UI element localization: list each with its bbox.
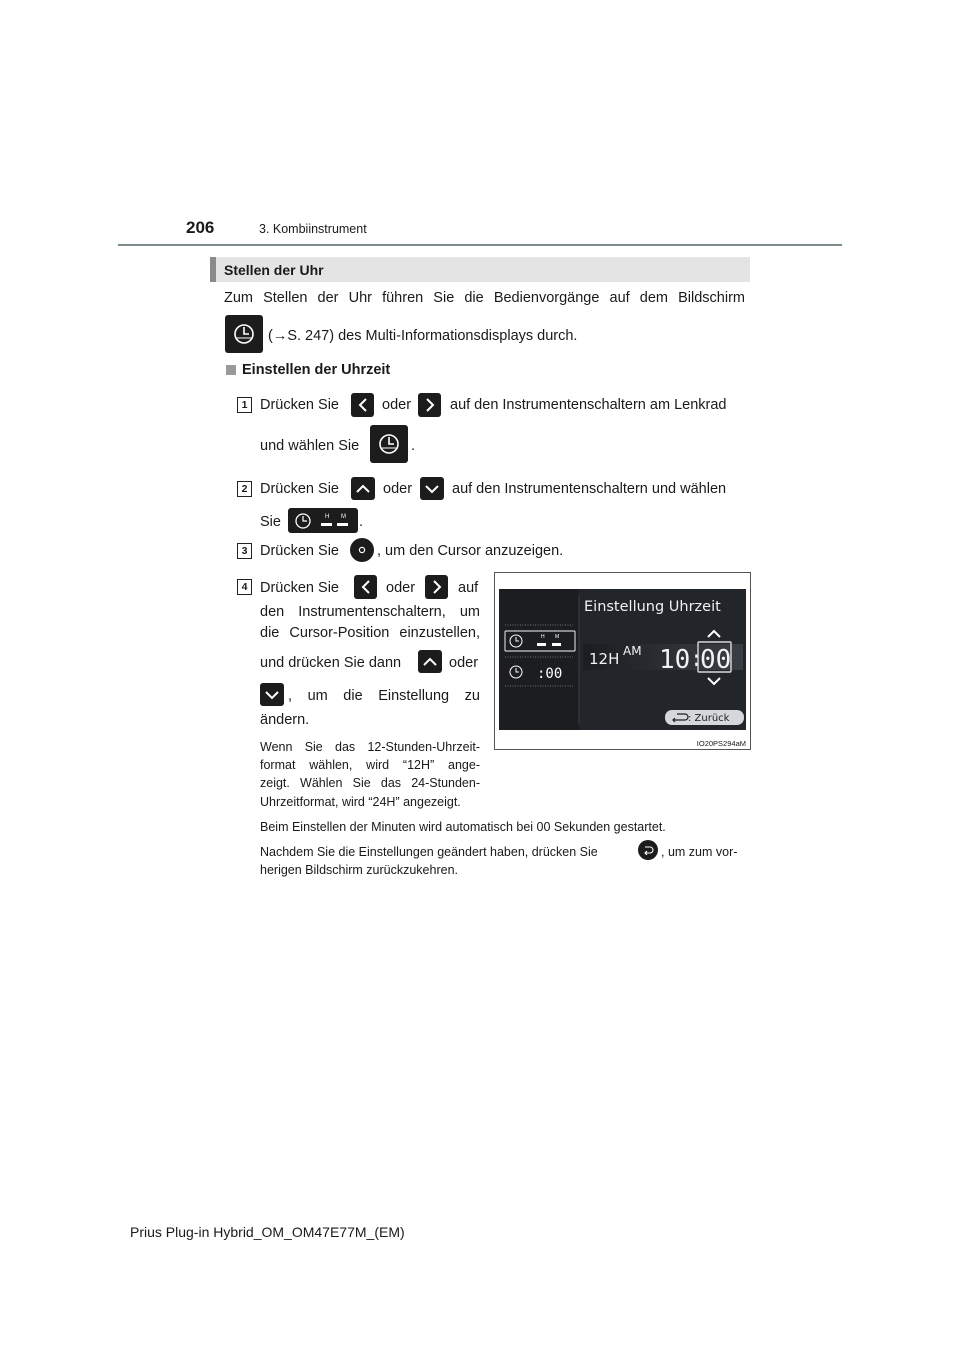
fig-colon: : — [690, 647, 704, 672]
m-label: M — [341, 513, 346, 520]
fig-minutes: 00 — [700, 645, 732, 675]
page-number: 206 — [186, 218, 215, 237]
fig-m-label: M — [555, 634, 560, 640]
fig-h-label: H — [541, 634, 545, 640]
fig-small-time: :00 — [537, 666, 563, 682]
minutes-note: Beim Einstellen der Minuten wird automatisch bei 00 Sekunden gestartet. — [260, 820, 666, 834]
fig-ampm: AM — [623, 644, 642, 658]
step4-text-d: den Instrumentenschaltern, um — [260, 604, 480, 620]
section-accent — [210, 257, 216, 282]
fig-format: 12H — [589, 650, 620, 668]
chevron-left-icon — [354, 575, 377, 599]
step-number-2: 2 — [237, 481, 252, 497]
note-line-2: format wählen, wird “12H” ange- — [260, 758, 480, 772]
step-number-3: 3 — [237, 543, 252, 559]
fig-screen-title: Einstellung Uhrzeit — [584, 599, 721, 615]
step2-text-c: auf den Instrumentenschaltern und wählen — [452, 481, 727, 497]
subheading-bullet — [226, 365, 236, 375]
step3-text-a: Drücken Sie — [260, 543, 339, 559]
step4-text-c: auf — [458, 580, 479, 596]
section-heading — [210, 257, 750, 282]
step2-text-d: Sie — [260, 514, 281, 530]
chevron-down-icon — [420, 477, 444, 500]
section-title: Stellen der Uhr — [224, 262, 324, 278]
display-figure — [494, 572, 751, 750]
note-line-1: Wenn Sie das 12-Stunden-Uhrzeit- — [260, 740, 480, 754]
step4-text-i: ändern. — [260, 712, 310, 728]
chapter-title: 3. Kombiinstrument — [259, 222, 367, 236]
step4-text-a: Drücken Sie — [260, 580, 339, 596]
fig-back-label: : Zurück — [688, 713, 730, 724]
note-line-3: zeigt. Wählen Sie das 24-Stunden- — [260, 776, 480, 790]
h-label: H — [325, 513, 330, 520]
figure-code: IO20PS294aM — [696, 739, 746, 748]
back-note-b: , um zum vor- — [661, 845, 738, 859]
back-note-a: Nachdem Sie die Einstellungen geändert haben, drücken Sie — [260, 845, 598, 859]
step-number-4: 4 — [237, 579, 252, 595]
multi-info-display — [499, 589, 746, 730]
fig-hours: 10 — [659, 645, 691, 675]
step4-text-e: die Cursor-Position einzustellen, — [260, 625, 480, 641]
chevron-up-icon — [418, 650, 442, 673]
intro-line-1: Zum Stellen der Uhr führen Sie die Bedienvorgänge auf dem Bildschirm — [224, 290, 745, 306]
intro-line-2: (→S. 247) des Multi-Informationsdisplays durch. — [268, 328, 578, 344]
footer-doc-id: Prius Plug-in Hybrid_OM_OM47E77M_(EM) — [130, 1224, 405, 1240]
back-note-c: herigen Bildschirm zurückzukehren. — [260, 863, 459, 877]
step1-text-b: oder — [382, 397, 412, 413]
chevron-down-icon — [260, 683, 284, 706]
note-line-4: Uhrzeitformat, wird “24H” angezeigt. — [260, 795, 461, 809]
step1-text-e: . — [411, 438, 416, 454]
subheading: Einstellen der Uhrzeit — [242, 362, 391, 378]
chevron-right-icon — [425, 575, 448, 599]
step4-text-f: und drücken Sie dann — [260, 655, 402, 671]
step2-text-b: oder — [383, 481, 413, 497]
clock-icon — [225, 315, 263, 353]
step1-text-c: auf den Instrumentenschaltern am Lenkrad — [450, 397, 727, 413]
chevron-right-icon — [418, 393, 441, 417]
ok-button-icon — [350, 538, 374, 562]
step-number-1: 1 — [237, 397, 252, 413]
clock-hm-icon — [288, 508, 358, 533]
step3-text-b: , um den Cursor anzuzeigen. — [377, 543, 564, 559]
step2-text-a: Drücken Sie — [260, 481, 339, 497]
step4-text-b: oder — [386, 580, 416, 596]
clock-icon — [370, 425, 408, 463]
step4-text-g: oder — [449, 655, 479, 671]
header-divider — [118, 244, 842, 246]
chevron-up-icon — [351, 477, 375, 500]
step4-text-h: , um die Einstellung zu — [288, 688, 480, 704]
step1-text-d: und wählen Sie — [260, 438, 360, 454]
back-arrow-icon — [638, 840, 658, 860]
chevron-left-icon — [351, 393, 374, 417]
step2-text-e: . — [359, 514, 364, 530]
step1-text-a: Drücken Sie — [260, 397, 339, 413]
